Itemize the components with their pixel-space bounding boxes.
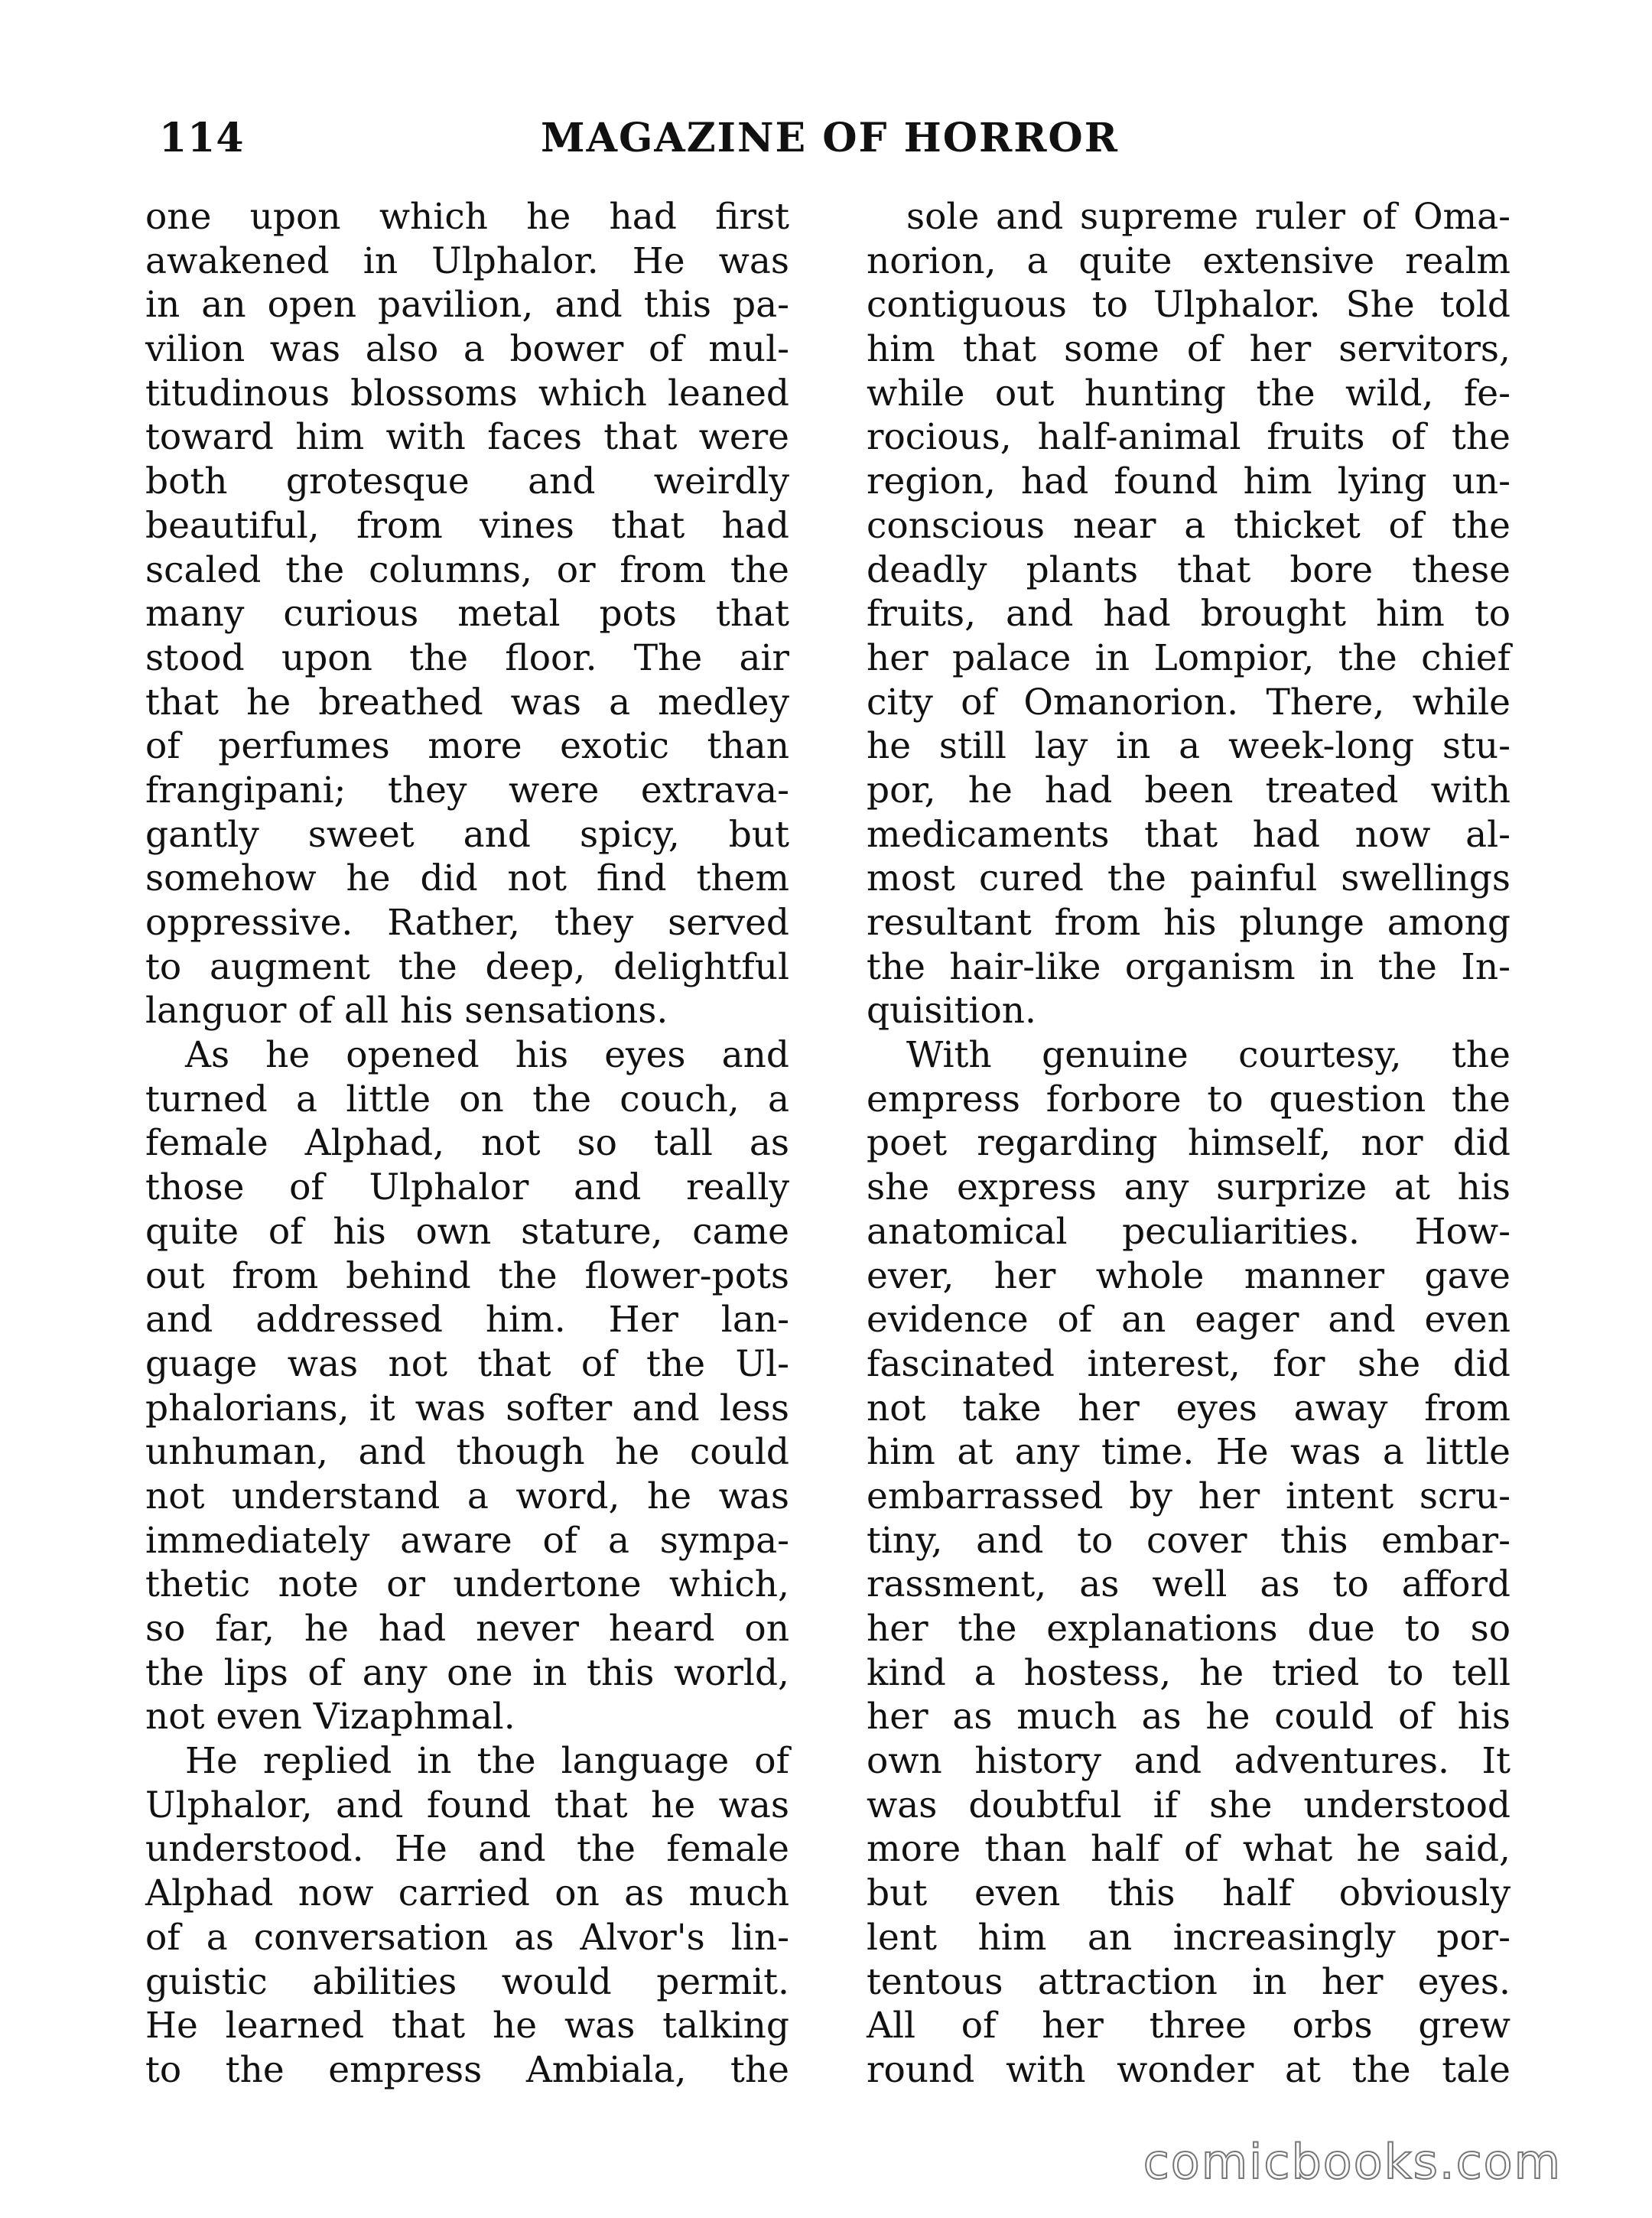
text-line: unhuman, and though he could <box>145 1431 789 1474</box>
text-line: more than half of what he said, <box>867 1828 1511 1871</box>
text-line: sole and supreme ruler of Oma- <box>906 196 1511 238</box>
text-line: He learned that he was talking <box>145 2005 789 2047</box>
text-line: languor of all his sensations. <box>145 990 668 1033</box>
text-line: poet regarding himself, nor did <box>867 1122 1511 1165</box>
text-line: All of her three orbs grew <box>867 2005 1511 2047</box>
text-line: him at any time. He was a little <box>867 1431 1511 1474</box>
text-line: to the empress Ambiala, the <box>145 2048 789 2091</box>
text-line: of perfumes more exotic than <box>145 725 789 768</box>
text-line: medicaments that had now al- <box>867 813 1511 856</box>
text-line: rocious, half-animal fruits of the <box>867 416 1511 459</box>
text-line: resultant from his plunge among <box>867 902 1511 944</box>
text-line: understood. He and the female <box>145 1828 789 1871</box>
text-line: those of Ulphalor and really <box>145 1166 789 1209</box>
text-line: norion, a quite extensive realm <box>867 239 1511 282</box>
text-line: most cured the painful swellings <box>867 857 1511 900</box>
text-line: she express any surprize at his <box>867 1166 1511 1209</box>
text-line: lent him an increasingly por- <box>867 1916 1511 1959</box>
text-line: awakened in Ulphalor. He was <box>145 239 789 282</box>
text-line: he still lay in a week-long stu- <box>867 725 1511 768</box>
text-line: was doubtful if she understood <box>867 1784 1511 1826</box>
text-line: embarrassed by her intent scru- <box>867 1475 1511 1517</box>
text-line: that he breathed was a medley <box>145 681 789 724</box>
text-line: immediately aware of a sympa- <box>145 1519 789 1562</box>
text-line: With genuine courtesy, the <box>906 1034 1511 1077</box>
text-line: Ulphalor, and found that he was <box>145 1784 789 1826</box>
text-line: him that some of her servitors, <box>867 328 1511 371</box>
text-line: gantly sweet and spicy, but <box>145 813 789 856</box>
text-line: guage was not that of the Ul- <box>145 1342 789 1385</box>
text-line: the lips of any one in this world, <box>145 1651 789 1694</box>
text-line: He replied in the language of <box>185 1740 789 1783</box>
text-line: while out hunting the wild, fe- <box>867 372 1511 415</box>
text-line: vilion was also a bower of mul- <box>145 328 789 371</box>
page-header <box>145 115 1514 176</box>
text-line: titudinous blossoms which leaned <box>145 372 789 415</box>
text-line: female Alphad, not so tall as <box>145 1122 789 1165</box>
text-line: frangipani; they were extrava- <box>145 769 789 811</box>
text-line: quite of his own stature, came <box>145 1210 789 1253</box>
text-line: her the explanations due to so <box>867 1608 1511 1650</box>
text-line: por, he had been treated with <box>867 769 1511 811</box>
text-line: oppressive. Rather, they served <box>145 902 789 944</box>
text-line: tentous attraction in her eyes. <box>867 1960 1511 2003</box>
text-line: so far, he had never heard on <box>145 1608 789 1650</box>
text-line: fascinated interest, for she did <box>867 1342 1511 1385</box>
text-line: anatomical peculiarities. How- <box>867 1210 1511 1253</box>
text-line: not take her eyes away from <box>867 1387 1511 1429</box>
text-line: many curious metal pots that <box>145 593 789 636</box>
text-line: in an open pavilion, and this pa- <box>145 284 789 327</box>
text-line: beautiful, from vines that had <box>145 504 789 547</box>
text-line: Alphad now carried on as much <box>145 1872 789 1915</box>
text-line: guistic abilities would permit. <box>145 1960 789 2003</box>
text-line: quisition. <box>867 990 1036 1033</box>
text-line: of a conversation as Alvor's lin- <box>145 1916 789 1959</box>
text-line: As he opened his eyes and <box>185 1034 789 1077</box>
text-line: phalorians, it was softer and less <box>145 1387 789 1429</box>
text-line: evidence of an eager and even <box>867 1299 1511 1342</box>
text-line: own history and adventures. It <box>867 1740 1511 1783</box>
watermark: comicbooks.com <box>1143 2134 1562 2190</box>
text-line: and addressed him. Her lan- <box>145 1299 789 1342</box>
text-line: not understand a word, he was <box>145 1475 789 1517</box>
text-line: but even this half obviously <box>867 1872 1511 1915</box>
text-line: toward him with faces that were <box>145 416 789 459</box>
text-line: the hair-like organism in the In- <box>867 945 1511 988</box>
text-line: city of Omanorion. There, while <box>867 681 1511 724</box>
text-line: out from behind the flower-pots <box>145 1254 789 1297</box>
running-title: MAGAZINE OF HORROR <box>541 115 1119 161</box>
text-line: thetic note or undertone which, <box>145 1563 789 1606</box>
text-line: contiguous to Ulphalor. She told <box>867 284 1511 327</box>
text-line: scaled the columns, or from the <box>145 548 789 591</box>
text-line: somehow he did not find them <box>145 857 789 900</box>
text-line: both grotesque and weirdly <box>145 460 789 503</box>
text-line: her as much as he could of his <box>867 1696 1511 1738</box>
text-line: not even Vizaphmal. <box>145 1696 515 1738</box>
text-line: her palace in Lompior, the chief <box>867 636 1511 679</box>
text-line: rassment, as well as to afford <box>867 1563 1511 1606</box>
text-line: kind a hostess, he tried to tell <box>867 1651 1511 1694</box>
text-line: stood upon the floor. The air <box>145 636 789 679</box>
text-line: region, had found him lying un- <box>867 460 1511 503</box>
text-line: to augment the deep, delightful <box>145 945 789 988</box>
text-line: conscious near a thicket of the <box>867 504 1511 547</box>
text-line: empress forbore to question the <box>867 1078 1511 1120</box>
text-line: round with wonder at the tale <box>867 2048 1511 2091</box>
text-line: fruits, and had brought him to <box>867 593 1511 636</box>
text-line: tiny, and to cover this embar- <box>867 1519 1511 1562</box>
text-column-right <box>867 195 1511 2093</box>
text-line: deadly plants that bore these <box>867 548 1511 591</box>
text-column-left <box>145 195 789 2093</box>
text-line: ever, her whole manner gave <box>867 1254 1511 1297</box>
text-line: turned a little on the couch, a <box>145 1078 789 1120</box>
text-line: one upon which he had first <box>145 196 789 238</box>
page-number: 114 <box>159 115 245 161</box>
